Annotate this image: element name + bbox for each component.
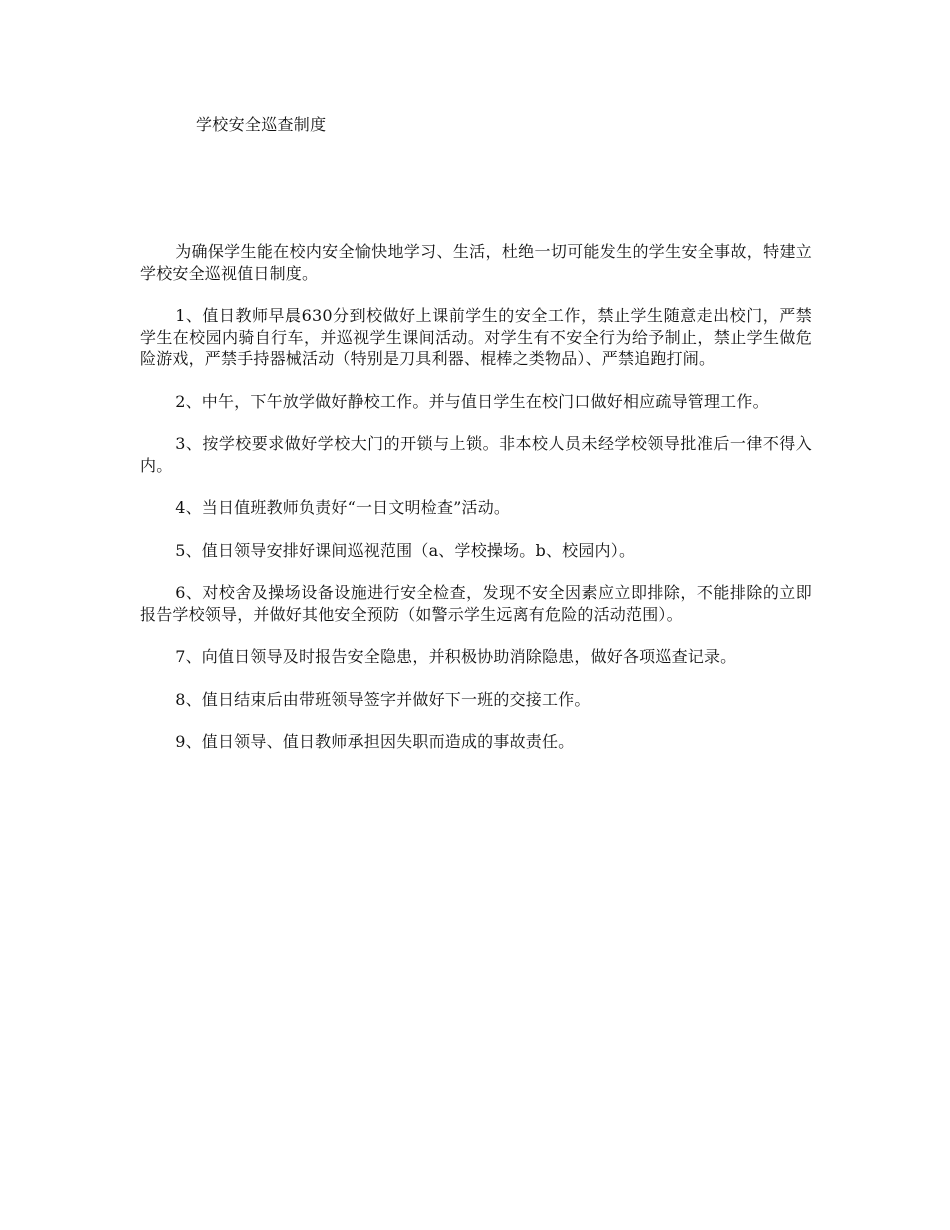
document-title: 学校安全巡查制度	[196, 115, 327, 134]
rule-2-paragraph: 2、中午，下午放学做好静校工作。并与值日学生在校门口做好相应疏导管理工作。	[175, 391, 769, 411]
rule-3-paragraph: 3、按学校要求做好学校大门的开锁与上锁。非本校人员未经学校领导批准后一律不得入内。	[140, 434, 812, 475]
rule-8-paragraph: 8、值日结束后由带班领导签字并做好下一班的交接工作。	[175, 689, 591, 709]
rule-4-paragraph: 4、当日值班教师负责好“一日文明检查”活动。	[175, 498, 511, 517]
rule-5-paragraph: 5、值日领导安排好课间巡视范围（a、学校操场。b、校园内）。	[175, 540, 636, 560]
rule-7-paragraph: 7、向值日领导及时报告安全隐患，并积极协助消除隐患，做好各项巡查记录。	[175, 647, 737, 666]
intro-paragraph: 为确保学生能在校内安全愉快地学习、生活，杜绝一切可能发生的学生安全事故，特建立学校安全巡视值日制度。	[140, 242, 812, 283]
rule-1-paragraph: 1、值日教师早晨630分到校做好上课前学生的安全工作，禁止学生随意走出校门，严禁学生在校园内骑自行车，并巡视学生课间活动。对学生有不安全行为给予制止，禁止学生做危险游戏，严禁手持器械活动（特别是刀具利器、棍棒之类物品）、严禁追跑打闹。	[140, 306, 812, 368]
document-body	[140, 241, 812, 774]
rule-9-paragraph: 9、值日领导、值日教师承担因失职而造成的事故责任。	[175, 732, 575, 751]
rule-6-paragraph: 6、对校舍及操场设备设施进行安全检查，发现不安全因素应立即排除，不能排除的立即报告学校领导，并做好其他安全预防（如警示学生远离有危险的活动范围）。	[140, 583, 812, 624]
